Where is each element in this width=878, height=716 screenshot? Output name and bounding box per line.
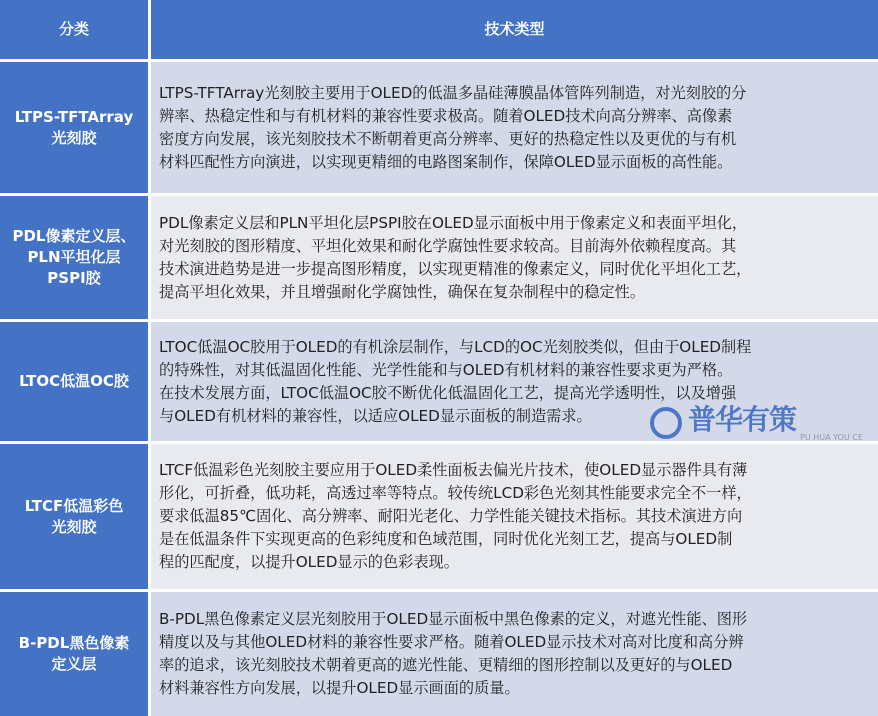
description-line: 对光刻胶的图形精度、平坦化效果和耐化学腐蚀性要求较高。目前海外依赖程度高。其 [159,236,737,255]
description-line: 技术演进趋势是进一步提高图形精度，以实现更精准的像素定义，同时优化平坦化工艺， [159,259,752,278]
table-header [0,0,878,59]
table-row [0,62,878,193]
description-line: 密度方向发展，该光刻胶技术不断朝着更高分辨率、更好的热稳定性以及更优的与有机 [159,129,737,148]
description-line: B-PDL黑色像素定义层光刻胶用于OLED显示面板中黑色像素的定义，对遮光性能、图形 [159,610,748,628]
description-line: 形化，可折叠，低功耗，高透过率等特点。较传统LCD彩色光刻其性能要求完全不一样， [159,484,752,502]
description-line: 的特殊性，对其低温固化性能、光学性能和与OLED有机材料的兼容性要求更为严格。 [159,360,733,379]
description-line: 要求低温85℃固化、高分辨率、耐阳光老化、力学性能关键技术指标。其技术演进方向 [159,507,743,525]
category-line: 定义层 [51,655,97,673]
description-line: 率的追求，该光刻胶技术朝着更高的遮光性能、更精细的图形控制以及更好的与OLED [159,656,733,674]
row-description [151,196,878,319]
description-line: LTPS-TFTArray光刻胶主要用于OLED的低温多晶硅薄膜晶体管阵列制造，对光刻胶的分 [159,83,747,102]
table-row [0,444,878,589]
description-line: 提高平坦化效果，并且增强耐化学腐蚀性，确保在复杂制程中的稳定性。 [159,282,645,301]
row-description [151,62,878,193]
description-line: PDL像素定义层和PLN平坦化层PSPI胶在OLED显示面板中用于像素定义和表面平坦化， [159,213,748,232]
category-line: 光刻胶 [51,517,97,536]
category-line: LTOC低温OC胶 [19,372,129,390]
row-category [0,592,148,716]
description-line: 在技术发展方面，LTOC低温OC胶不断优化低温固化工艺，提高光学透明性，以及增强 [159,383,737,402]
row-description [151,444,878,589]
row-category [0,322,148,441]
header-tech-type [151,0,878,59]
description-line: 精度以及与其他OLED材料的兼容性要求严格。随着OLED显示技术对高对比度和高分辨 [159,633,744,651]
category-line: PDL像素定义层、 [12,227,136,245]
watermark-pinyin: PU HUA YOU CE [800,433,863,442]
description-line: 材料兼容性方向发展，以提升OLED显示画面的质量。 [159,679,520,697]
category-line: PSPI胶 [47,269,101,287]
row-category [0,196,148,319]
description-line: 程的匹配度，以提升OLED显示的色彩表现。 [159,553,459,571]
description-line: LTCF低温彩色光刻胶主要应用于OLED柔性面板去偏光片技术，使OLED显示器件具有薄 [159,461,748,479]
description-line: 是在低温条件下实现更高的色彩纯度和色域范围，同时优化光刻工艺，提高与OLED制 [159,530,733,548]
row-description [151,322,878,441]
category-line: PLN平坦化层 [27,248,121,266]
category-line: LTPS-TFTArray [14,107,134,126]
header-tech-type-label: 技术类型 [484,20,545,38]
table-row [0,592,878,716]
category-line: LTCF低温彩色 [24,496,124,515]
table-row [0,322,878,441]
watermark-name: 普华有策 [688,403,797,436]
row-category [0,444,148,589]
header-category: 分类 [0,0,148,59]
description-line: 辨率、热稳定性和与有机材料的兼容性要求极高。随着OLED技术向高分辨率、高像素 [159,106,733,125]
category-line: 光刻胶 [51,128,97,147]
row-description [151,592,878,716]
description-line: 与OLED有机材料的兼容性，以适应OLED显示面板的制造需求。 [159,406,592,425]
row-category [0,62,148,193]
table-row [0,196,878,319]
category-line: B-PDL黑色像素 [18,634,130,652]
description-line: 材料匹配性方向演进，以实现更精细的电路图案制作，保障OLED显示面板的高性能。 [159,152,733,171]
description-line: LTOC低温OC胶用于OLED的有机涂层制作，与LCD的OC光刻胶类似，但由于OLED制程 [159,337,752,356]
